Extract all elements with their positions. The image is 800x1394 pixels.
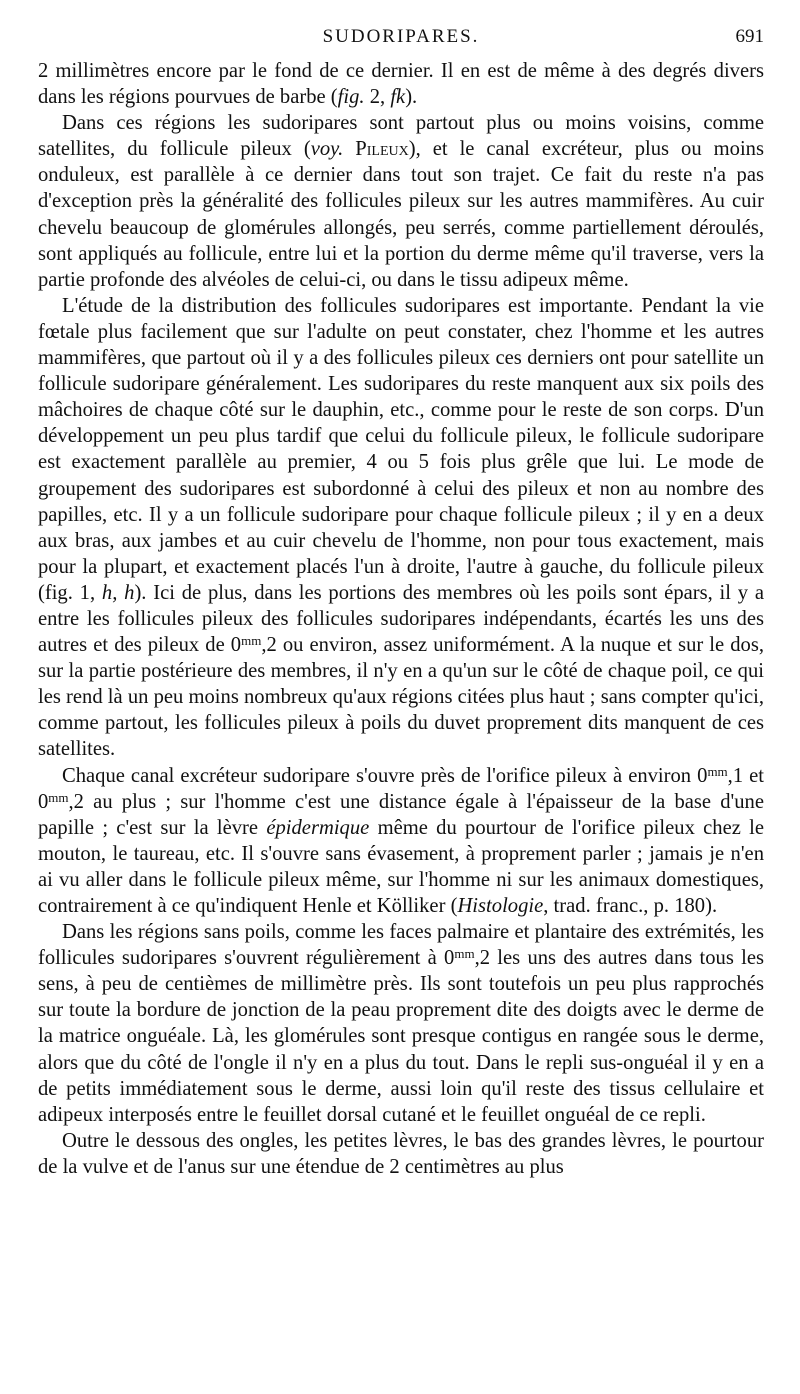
running-header <box>38 26 764 58</box>
paragraph <box>38 293 764 763</box>
italic-text: Histologie <box>457 895 544 917</box>
text-run: 2 millimètres encore par le fond de ce dernier. Il en est de même à des degrés divers dans les régions pourvues de barbe ( <box>38 60 764 109</box>
unit-superscript: mm <box>454 946 475 962</box>
text-run: ,2 les uns des autres dans tous les sens, à peu de centièmes de millimètre près. Ils sont toutefois un peu plus rapprochés sur toute la bordure de jonction de la peau proprement dite des doigts avec le derme de la matrice onguéale. Là, les glomérules sont presque contigus en rangée sous le derme, alors que du côté de l'ongle il n'y en a plus du tout. Dans le repli sus-onguéal il y en a de petits immédiatement sous le derme, aussi loin qu'il reste des tissus cellulaire et adipeux interposés entre le feuillet dorsal cutané et le feuillet onguéal de ce repli. <box>38 947 765 1126</box>
text-run <box>343 138 355 160</box>
unit-superscript: mm <box>241 633 262 649</box>
paragraph <box>38 58 764 110</box>
text-run: ,2 ou environ, assez uniformément. A la nuque et sur le dos, sur la partie postérieure des membres, il n'y en a qu'un sur le côté de chaque poil, ce qui les rend là un peu moins nombreux qu'aux régions citées plus haut ; sans compter qu'ici, comme partout, les follicules pileux à poils du duvet proprement dits manquent de ces satellites. <box>38 634 764 761</box>
unit-superscript: mm <box>707 763 728 779</box>
paragraph <box>38 110 764 293</box>
text-run: ,1 et 0 <box>38 764 764 813</box>
page-number: 691 <box>735 26 764 47</box>
italic-text: épidermique <box>266 816 370 839</box>
text-run: ). Ici de plus, dans les portions des membres où les poils sont épars, il y a entre les follicules pileux des follicules sudoripares indépendants, écartés les uns des autres et des pileux de 0 <box>38 581 765 657</box>
body-text <box>38 58 764 1180</box>
italic-text: voy. <box>310 138 344 161</box>
text-run: Chaque canal excréteur sudoripare s'ouvre près de l'orifice pileux à environ 0 <box>62 764 708 787</box>
text-run: même du pourtour de l'orifice pileux chez le mouton, le taureau, etc. Il s'ouvre sans évasement, à proprement parler ; jamais je n'en ai vu aller dans le follicule pileux même, sur l'homme ni sur les animaux domestiques, contrairement à ce qu'indiquent Henle et Kölliker ( <box>38 816 764 917</box>
paragraph <box>38 763 764 920</box>
italic-text: fk <box>390 86 406 109</box>
running-title: SUDORIPARES. <box>322 26 480 47</box>
paragraph <box>38 919 764 1128</box>
text-run: Dans ces régions les sudoripares sont partout plus ou moins voisins, comme satellites, du follicule pileux ( <box>38 112 764 161</box>
text-run: 2, <box>364 86 391 109</box>
italic-text: h, h <box>101 581 135 604</box>
text-run: L'étude de la distribution des follicules sudoripares est importante. Pendant la vie fœtale plus facilement que sur l'adulte on peut constater, chez l'homme et les autres mammifères, que partout où il y a des follicules pileux ces derniers ont pour satellite un follicule sudoripare généralement. Les sudoripares du reste manquent aux six poils des mâchoires de chaque côté sur le dauphin, etc., comme pour le reste de son corps. D'un développement un peu plus tardif que celui du follicule pileux, le follicule sudoripare est exactement parallèle au premier, 4 ou 5 fois plus grêle que lui. Le mode de groupement des sudoripares est subordonné à celui des pileux et non au nombre des papilles, etc. Il y a un follicule sudoripare pour chaque follicule pileux ; il y en a deux aux bras, aux jambes et au cuir chevelu de l'homme, non pour tous exactement, mais pour la plupart, et exactement placés l'un à droite, l'autre à gauche, du follicule pileux (fig. 1, <box>38 294 764 604</box>
text-run: , trad. franc., p. 180). <box>543 895 718 917</box>
text-run: ,2 au plus ; sur l'homme c'est une distance égale à l'épaisseur de la base d'une papille ; c'est sur la lèvre <box>38 790 764 839</box>
unit-superscript: mm <box>48 789 69 805</box>
text-run: Outre le dessous des ongles, les petites lèvres, le bas des grandes lèvres, le pourtour de la vulve et de l'anus sur une étendue de 2 centimètres au plus <box>38 1129 764 1178</box>
italic-text: fig. <box>337 86 365 109</box>
book-page <box>38 26 764 1180</box>
small-caps-text: Pileux <box>355 138 409 161</box>
text-run: ). <box>405 86 418 109</box>
text-run: ), et le canal excréteur, plus ou moins onduleux, est parallèle à ce dernier dans tout son trajet. Ce fait du reste n'a pas d'exception près la généralité des follicules pileux sur les autres mammifères. Au cuir chevelu beaucoup de glomérules allongés, peu serrés, comme partiellement déroulés, sont appliqués au follicule, entre lui et la portion du derme même qu'il traverse, vers la partie profonde des alvéoles de celui-ci, ou dans le tissu adipeux même. <box>38 138 764 291</box>
paragraph <box>38 1128 764 1180</box>
text-run: Dans les régions sans poils, comme les faces palmaire et plantaire des extrémités, les follicules sudoripares s'ouvrent régulièrement à 0 <box>38 921 764 970</box>
